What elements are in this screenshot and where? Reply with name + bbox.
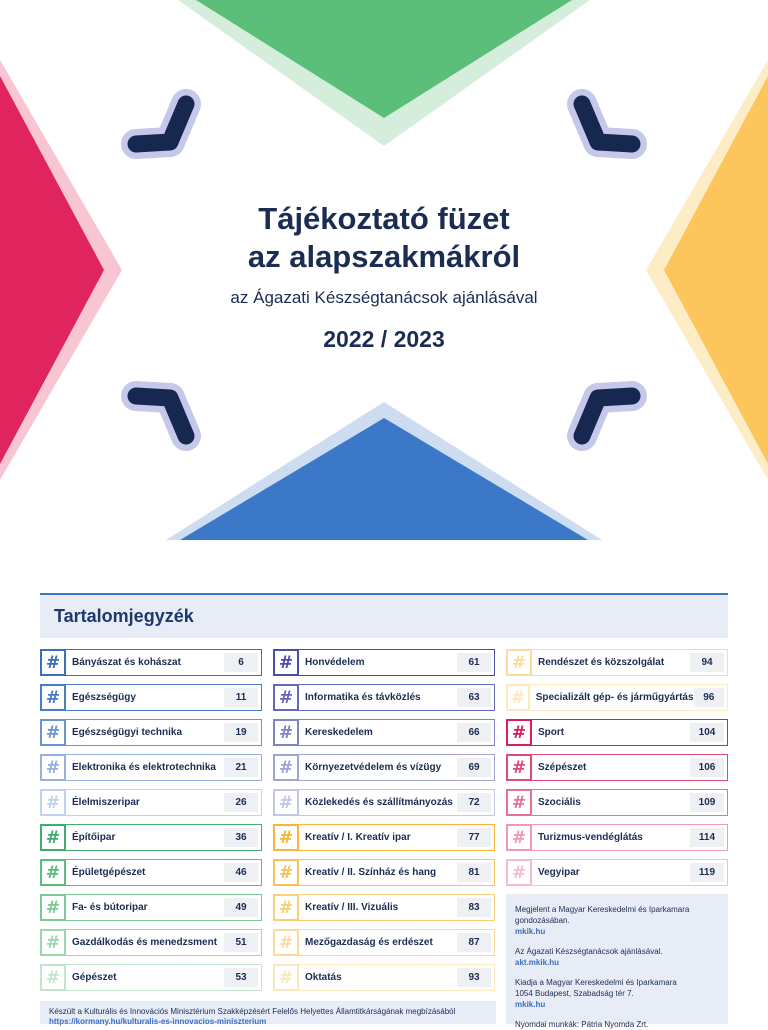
title-line-2: az alapszakmákról [247,239,521,274]
toc-column-2 [273,649,495,999]
toc-item-label: Fa- és bútoripar [72,902,148,913]
toc-item-label: Kereskedelem [305,727,373,738]
toc-item[interactable] [273,684,495,711]
toc-item[interactable] [273,964,495,991]
toc-item-page: 83 [457,898,491,917]
toc-item[interactable] [40,649,262,676]
hash-icon: # [40,929,66,956]
toc-item[interactable] [506,719,728,746]
info-link-2[interactable]: akt.mkik.hu [515,958,560,967]
toc-item[interactable] [273,719,495,746]
toc-item[interactable] [40,929,262,956]
toc-item-label: Oktatás [305,972,342,983]
info-link-3[interactable]: mkik.hu [515,1000,546,1009]
hash-icon: # [506,719,532,746]
hash-icon: # [40,719,66,746]
info-line-1: Megjelent a Magyar Kereskedelmi és Iparkamara gondozásában. [515,905,690,925]
hash-icon: # [40,859,66,886]
toc-item-page: 11 [224,688,258,707]
hash-icon: # [273,719,299,746]
toc-item-page: 63 [457,688,491,707]
toc-item-page: 93 [457,968,491,987]
info-line-2: Az Ágazati Készségtanácsok ajánlásával. [515,947,663,956]
toc-item-page: 77 [457,828,491,847]
toc-item-label: Kreatív / II. Színház és hang [305,867,437,878]
toc-item-label: Specializált gép- és járműgyártás [535,692,694,703]
toc-item[interactable] [273,859,495,886]
toc-item[interactable] [40,684,262,711]
toc-item-page: 114 [690,828,724,847]
hash-icon: # [506,859,532,886]
toc-item-page: 109 [690,793,724,812]
toc-item-label: Rendészet és közszolgálat [538,657,665,668]
toc-item-label: Közlekedés és szállítmányozás [305,797,453,808]
hash-icon: # [273,824,299,851]
hash-icon: # [40,789,66,816]
publisher-info [506,894,728,1029]
toc-item-page: 69 [457,758,491,777]
toc-item-label: Turizmus-vendéglátás [538,832,643,843]
toc-item[interactable] [506,649,728,676]
toc-item[interactable] [273,929,495,956]
hash-icon: # [40,684,66,711]
hash-icon: # [506,789,532,816]
hash-icon: # [273,649,299,676]
hash-icon: # [273,859,299,886]
year: 2022 / 2023 [323,326,445,352]
info-link-1[interactable]: mkik.hu [515,927,546,936]
toc-item-page: 26 [224,793,258,812]
toc-item-page: 21 [224,758,258,777]
toc-title: Tartalomjegyzék [54,606,194,626]
toc-column-3 [506,649,728,894]
hash-icon: # [506,649,532,676]
toc-item-label: Egészségügyi technika [72,727,183,738]
title-block [0,200,768,353]
toc-item-page: 104 [690,723,724,742]
commission-text: Készült a Kulturális és Innovációs Minisztérium Szakképzésért Felelős Helyettes Államtitkárságának megbízásából [49,1007,456,1016]
toc-item-page: 19 [224,723,258,742]
toc-item-page: 61 [457,653,491,672]
toc-item[interactable] [273,649,495,676]
toc-item-label: Elektronika és elektrotechnika [72,762,216,773]
toc-item-label: Honvédelem [305,657,365,668]
hash-icon: # [40,754,66,781]
corner-mark-top-right [582,104,632,144]
toc-item-label: Bányászat és kohászat [72,657,181,668]
toc-item-label: Szépészet [538,762,587,773]
toc-item[interactable] [273,824,495,851]
hash-icon: # [273,754,299,781]
toc-item-page: 66 [457,723,491,742]
toc-item-label: Gazdálkodás és menedzsment [72,937,218,948]
corner-mark-bottom-right [582,396,632,436]
toc-item-label: Gépészet [72,972,117,983]
hash-icon: # [506,754,532,781]
hash-icon: # [273,964,299,991]
toc-item[interactable] [40,789,262,816]
green-chevron [196,0,572,118]
hash-icon: # [40,824,66,851]
toc-item-page: 94 [690,653,724,672]
info-line-4: Nyomdai munkák: Pátria Nyomda Zrt. [515,1020,649,1029]
toc-item-label: Vegyipar [538,867,580,878]
toc-item[interactable] [506,684,728,711]
hash-icon: # [40,894,66,921]
toc-item[interactable] [40,964,262,991]
toc-item-page: 53 [224,968,258,987]
toc-item-label: Élelmiszeripar [72,797,140,808]
toc-item-label: Szociális [538,797,581,808]
toc-item-label: Épületgépészet [72,867,146,878]
toc-item[interactable] [40,754,262,781]
blue-chevron [180,418,588,540]
info-line-3b: 1054 Budapest, Szabadság tér 7. [515,989,634,998]
toc-item-page: 51 [224,933,258,952]
corner-mark-bottom-left [136,396,186,436]
toc-item-label: Környezetvédelem és vízügy [305,762,442,773]
corner-mark-top-left [136,104,186,144]
toc-item-label: Kreatív / III. Vizuális [305,902,399,913]
toc-item[interactable] [40,824,262,851]
toc-item[interactable] [506,859,728,886]
toc-item-page: 87 [457,933,491,952]
toc-item[interactable] [506,754,728,781]
toc-header [40,593,728,638]
toc-item[interactable] [273,789,495,816]
subtitle: az Ágazati Készségtanácsok ajánlásával [230,288,538,307]
toc-item[interactable] [40,894,262,921]
toc-item-page: 46 [224,863,258,882]
toc-item[interactable] [273,894,495,921]
toc-item-page: 81 [457,863,491,882]
toc-item-page: 49 [224,898,258,917]
info-line-3a: Kiadja a Magyar Kereskedelmi és Iparkamara [515,978,677,987]
commission-link[interactable]: https://kormany.hu/kulturalis-es-innovacios-miniszterium [49,1017,267,1026]
toc-item[interactable] [506,789,728,816]
hash-icon: # [273,789,299,816]
toc-item-page: 119 [690,863,724,882]
toc-item-page: 36 [224,828,258,847]
hash-icon: # [273,684,299,711]
hash-icon: # [40,649,66,676]
commission-note [40,1001,496,1024]
toc-item-page: 72 [457,793,491,812]
toc-item[interactable] [40,859,262,886]
toc-item-label: Kreatív / I. Kreatív ipar [305,832,411,843]
toc-item-page: 6 [224,653,258,672]
toc-item[interactable] [40,719,262,746]
hash-icon: # [273,929,299,956]
toc-item-page: 96 [694,688,724,707]
toc-item-label: Egészségügy [72,692,136,703]
hash-icon: # [506,824,532,851]
toc-item[interactable] [273,754,495,781]
hash-icon: # [506,684,530,711]
toc-item[interactable] [506,824,728,851]
toc-item-page: 106 [690,758,724,777]
toc-item-label: Építőipar [72,832,116,843]
toc-column-1 [40,649,262,999]
toc-item-label: Mezőgazdaság és erdészet [305,937,433,948]
toc-item-label: Sport [538,727,565,738]
toc-item-label: Informatika és távközlés [305,692,421,703]
hash-icon: # [40,964,66,991]
title-line-1: Tájékoztató füzet [258,201,510,236]
hash-icon: # [273,894,299,921]
